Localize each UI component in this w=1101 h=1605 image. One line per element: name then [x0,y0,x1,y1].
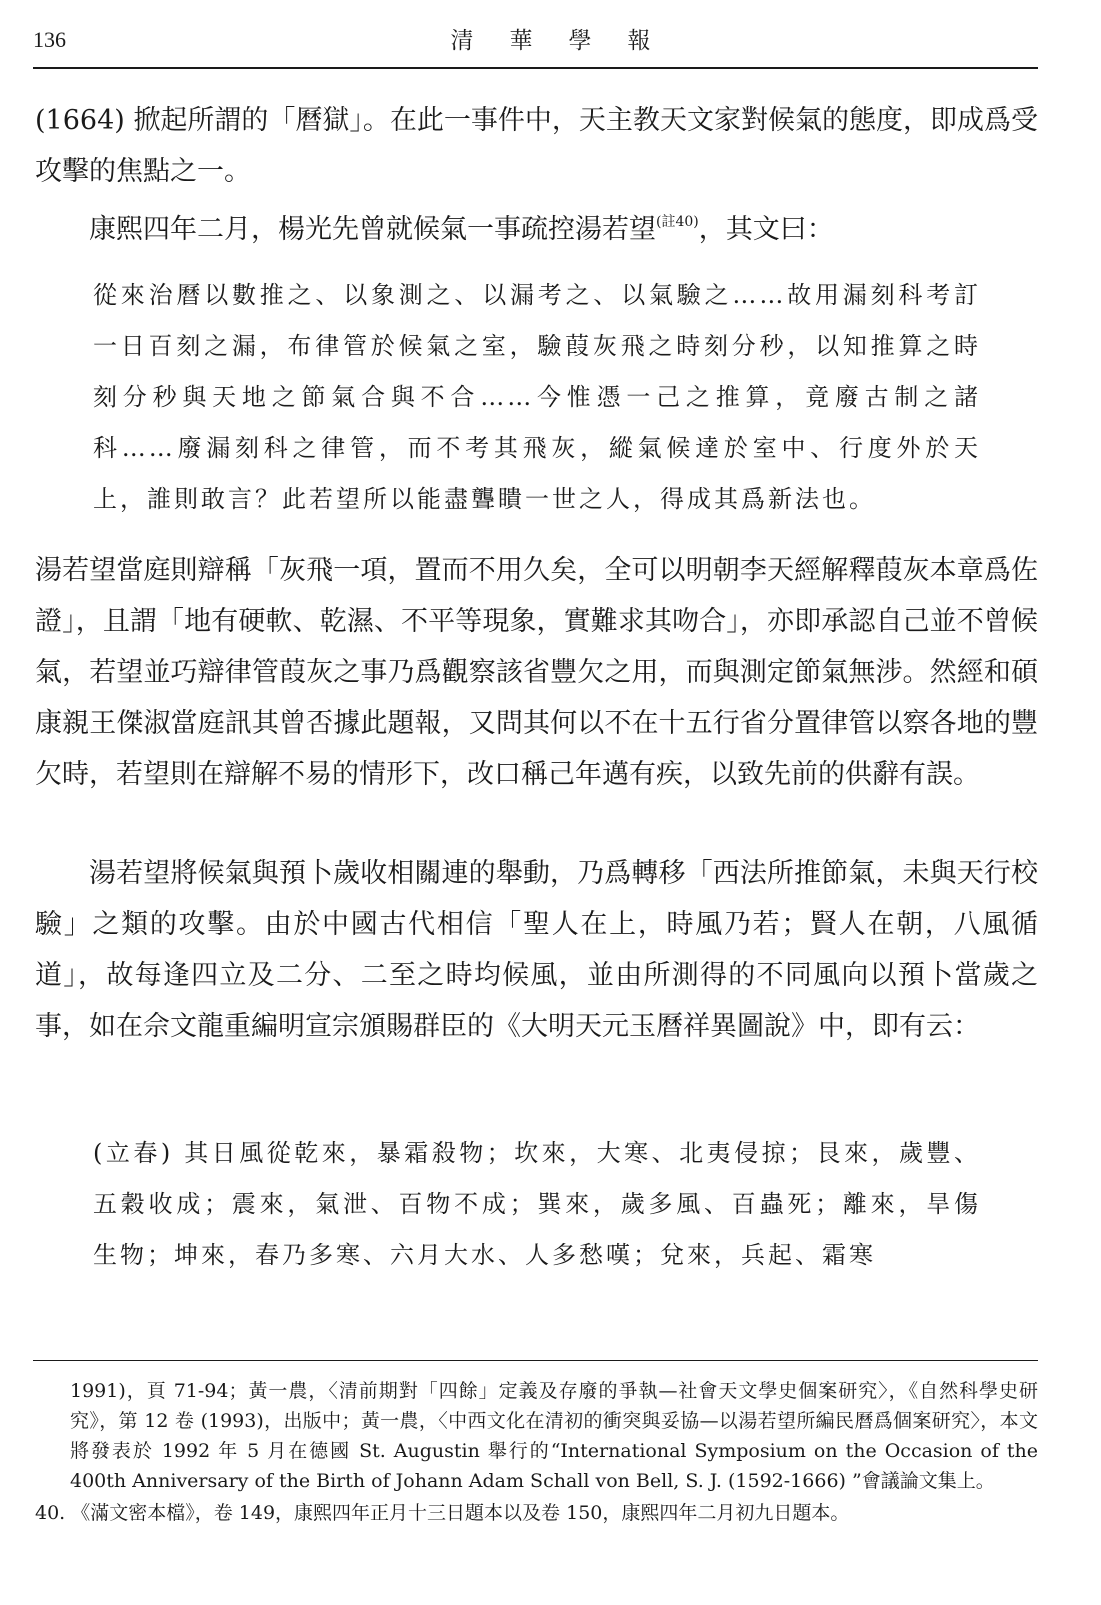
footnote-ref-40[interactable]: (註40) [656,214,699,230]
paragraph-2-text: 康熙四年二月，楊光先曾就候氣一事疏控湯若望 [89,214,656,245]
paragraph-1: (1664) 掀起所謂的「曆獄」。在此一事件中，天主教天文家對候氣的態度，即成爲受攻擊的焦點之一。 [35,105,1038,187]
block-quote-1: 從來治曆以數推之、以象測之、以漏考之、以氣驗之……故用漏刻科考訂一日百刻之漏，布律管於候氣之室，驗葭灰飛之時刻分秒，以知推算之時刻分秒與天地之節氣合與不合……今惟憑一己之推算，竟廢古制之諸科……廢漏刻科之律管，而不考其飛灰，縱氣候達於室中、行度外於天上，誰則敢言？此若望所以能盡聾瞶一世之人，得成其爲新法也。 [93,281,981,513]
paragraph-2 [35,197,1038,255]
block-quote-2: (立春) 其日風從乾來，暴霜殺物；坎來，大寒、北夷侵掠；艮來，歲豐、五穀收成；震來，氣泄、百物不成；巽來，歲多風、百蟲死；離來，旱傷生物；坤來，春乃多寒、六月大水、人多愁嘆；兌來，兵起、霜寒 [93,1139,981,1269]
page-number: 136 [33,27,66,52]
paragraph-2-tail: ，其文曰： [698,214,834,245]
footnote-40: 40. 《滿文密本檔》，卷 149，康熙四年正月十三日題本以及卷 150，康熙四年二月初九日題本。 [35,1502,850,1524]
header-rule [33,67,1038,69]
footnote-continued: 1991)，頁 71-94；黃一農，〈清前期對「四餘」定義及存廢的爭執—社會天文學史個案研究〉，《自然科學史研究》，第 12 卷 (1993)，出版中；黃一農，〈中西文化在清初的衝突與妥協—以湯若望所編民曆爲個案研究〉，本文將發表於 1992 年 5 月在德國 St. Augustin 舉行的“International Symposium on the Occasion of the 400th Anniversary of the Birth of Johann Adam Schall von Bell, S. J. (1592-1666) ”會議論文集上。 [70,1380,1038,1492]
footnotes [35,1376,1038,1528]
footnote-rule [33,1360,1038,1361]
journal-title: 清華學報 [450,28,687,54]
paragraph-4: 湯若望將候氣與預卜歲收相關連的舉動，乃爲轉移「西法所推節氣，未與天行校驗」之類的攻擊。由於中國古代相信「聖人在上，時風乃若；賢人在朝，八風循道」，故每逢四立及二分、二至之時均候風，並由所測得的不同風向以預卜當歲之事，如在佘文龍重編明宣宗頒賜群臣的《大明天元玉曆祥異圖說》中，即有云： [35,858,1038,1042]
paragraph-3: 湯若望當庭則辯稱「灰飛一項，置而不用久矣，全可以明朝李天經解釋葭灰本章爲佐證」，且謂「地有硬軟、乾濕、不平等現象，實難求其吻合」，亦即承認自己並不曾候氣，若望並巧辯律管葭灰之事乃爲觀察該省豐欠之用，而與測定節氣無涉。然經和碩康親王傑淑當庭訊其曾否據此題報，又問其何以不在十五行省分置律管以察各地的豐欠時，若望則在辯解不易的情形下，改口稱己年邁有疾，以致先前的供辭有誤。 [35,555,1038,790]
